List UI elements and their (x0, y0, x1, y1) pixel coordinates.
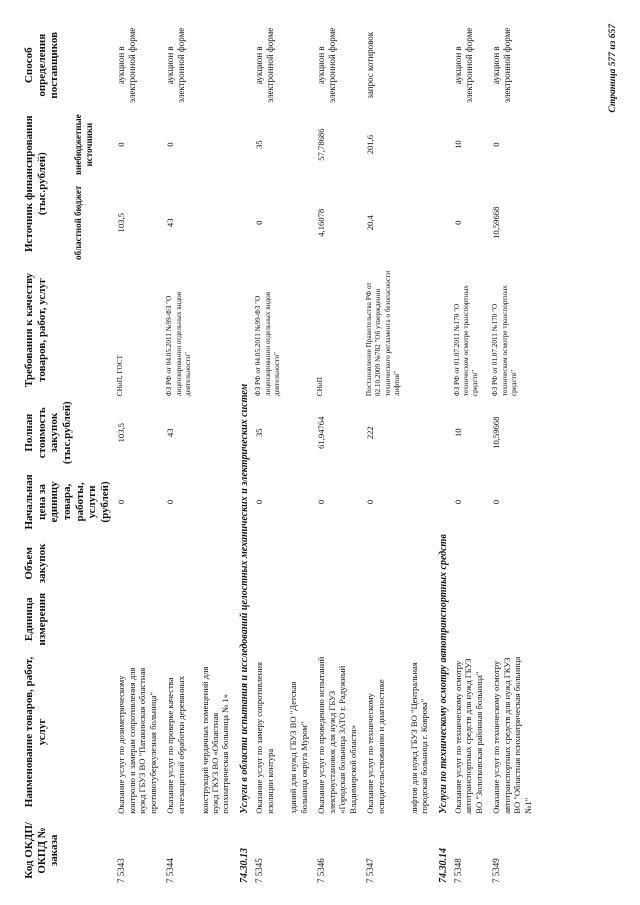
row-requirements: ФЗ РФ от 01.07.2011 №170 "О техническом осмотре транспортных средств" (491, 285, 518, 397)
row-funding-regional: 0 (452, 220, 463, 225)
row-name: Оказание услуг по проверке качества огнезащитной обработки деревянных (165, 676, 186, 814)
table-row (115, 25, 164, 885)
row-method: аукцион в электронной форме (452, 27, 474, 103)
row-total: 10 (452, 428, 463, 438)
row-funding-extra: 35 (254, 140, 265, 149)
row-volume (364, 537, 408, 591)
row-name-continuation: конструкций чердачных помещений для нужд ГКУЗ ВО «Областная психиатрическая больница № 1» (199, 666, 231, 814)
row-unit (253, 590, 288, 648)
row-code: 7 5344 (165, 858, 176, 883)
row-volume (253, 537, 288, 591)
header-requirements: Требования к качеству товаров, работ, услуг (23, 272, 48, 388)
header-unit: Единица измерения (23, 592, 48, 646)
row-method: аукцион в электронной форме (254, 27, 276, 103)
header-total: Полная стоимость закупок (тыс.рублей) (23, 401, 73, 465)
row-unit (315, 590, 364, 648)
header-code: Код ОКДП/ ОКПД № заказа (23, 822, 61, 879)
row-unit (364, 590, 408, 648)
row-code: 7 5346 (316, 858, 327, 883)
header-name: Наименование товаров, работ, услуг (23, 656, 48, 808)
row-funding-extra: 57,78686 (316, 128, 327, 161)
row-price: 0 (116, 499, 127, 505)
row-method: запрос котировок (365, 31, 376, 99)
row-funding-extra: 0 (491, 142, 502, 147)
row-funding-regional: 43 (165, 218, 176, 228)
header-price: Начальная цена за единицу товара, работы, услуги (рублей) (23, 474, 111, 530)
row-total: 61,94764 (316, 416, 327, 449)
row-total: 35 (254, 428, 265, 438)
header-row (22, 25, 73, 885)
section-title: Услуги по техническому осмотру автотранспортных средств (437, 534, 449, 814)
row-price: 0 (491, 499, 502, 505)
row-name: Оказание услуг по проведению испытаний электроустановок для нужд ГБУЗ «Городская больница ЗАТО г. Радужный Владимирской области» (316, 656, 358, 814)
row-name-continuation: лифтов для нужд ГБУЗ ВО "Центральная городская больница г. Коврова" (408, 662, 430, 814)
table-row-continuation (200, 25, 237, 885)
row-method: аукцион в электронной форме (116, 27, 138, 103)
section-title: Услуги в области испытания и исследований целостных механических и электрических систем (238, 383, 250, 814)
header-funding: Источник финансирования (тыс.рублей) (23, 115, 48, 252)
row-funding-regional: 4,16078 (316, 208, 327, 237)
row-volume (452, 537, 490, 591)
row-method: аукцион в электронной форме (491, 27, 513, 103)
row-name: Оказание услуг по замеру сопротивления изоляции контура (254, 662, 275, 814)
row-name: Оказание услуг по дозиметрическому контролю и замерам сопротивления для нужд ГБУЗ ВО "Патакинская областная противотуберкулезная больница" (116, 667, 158, 814)
table-row (253, 25, 288, 885)
row-total: 222 (365, 426, 376, 440)
row-unit (490, 590, 539, 648)
row-funding-regional: 103,5 (116, 213, 127, 233)
row-unit (452, 590, 490, 648)
header-volume: Объем закупок (23, 543, 48, 584)
row-funding-extra: 201,6 (365, 134, 376, 155)
row-price: 0 (165, 499, 176, 505)
row-code: 7 5349 (491, 858, 502, 883)
table-row (164, 25, 199, 885)
table-row (364, 25, 408, 885)
row-requirements: СНиП (316, 377, 325, 397)
table-row (315, 25, 364, 885)
row-code: 7 5348 (452, 858, 463, 883)
row-name: Оказание услуг по техническому осмотру автотранспортных средств для нужд ГКУЗ ВО "Областная психиатрическая больница №1" (491, 656, 533, 814)
row-requirements: СНиП, ГОСТ (116, 355, 125, 397)
row-price: 0 (365, 499, 376, 505)
table-row (452, 25, 490, 885)
row-funding-extra: 0 (165, 142, 176, 147)
row-volume (115, 537, 164, 591)
row-unit (115, 590, 164, 648)
row-total: 10,59668 (491, 416, 502, 449)
row-name-continuation: зданий для нужд ГБУЗ ВО "Детская больница округа Муром" (288, 681, 309, 814)
row-price: 0 (452, 499, 463, 505)
procurement-table (22, 25, 539, 885)
row-code: 7 5347 (365, 858, 376, 883)
section-row (237, 25, 253, 885)
row-requirements: ФЗ РФ от 04.05.2011 №99-ФЗ "О лицензировании отдельных видов деятельности" (165, 291, 193, 397)
row-method: аукцион в электронной форме (165, 27, 187, 103)
row-price: 0 (316, 499, 327, 505)
header-funding-extra: внебюджетные источники (73, 114, 94, 175)
row-volume (490, 537, 539, 591)
row-code: 7 5343 (116, 858, 127, 883)
row-total: 43 (165, 428, 176, 438)
row-funding-extra: 10 (452, 140, 463, 149)
row-requirements: ФЗ РФ от 01.07.2011 №170 "О техническом осмотре транспортных средств" (452, 285, 480, 397)
row-funding-extra: 0 (116, 142, 127, 147)
row-volume (315, 537, 364, 591)
row-funding-regional: 10,59668 (491, 206, 502, 239)
row-price: 0 (254, 499, 265, 505)
row-volume (164, 537, 199, 591)
row-requirements: ФЗ РФ от 04.05.2011 №99-ФЗ "О лицензировании отдельных видов деятельности" (254, 291, 281, 397)
table-row (490, 25, 539, 885)
header-funding-regional: областной бюджет (73, 185, 84, 260)
page-number: Страница 577 из 657 (608, 24, 618, 113)
row-name: Оказание услуг по техническому освидетельствованию и диагностике (365, 679, 386, 814)
row-total: 103,5 (116, 423, 127, 443)
section-code: 74.30.13 (238, 848, 250, 883)
section-row (436, 25, 452, 885)
row-code: 7 5345 (254, 858, 265, 883)
section-code: 74.30.14 (437, 848, 449, 883)
row-method: аукцион в электронной форме (316, 27, 338, 103)
row-name: Оказание услуг по техническому осмотру автотранспортных средств для нужд ГБУЗ ВО "Золотковская районная больница" (452, 658, 484, 814)
row-requirements: Постановление Правительства РФ от 02.10.2009 №782 "Об утверждении технического регламента о безопасности лифтов" (365, 270, 402, 397)
header-method: Способ определения поставщиков (23, 31, 61, 99)
row-funding-regional: 20,4 (365, 215, 376, 231)
row-funding-regional: 0 (254, 220, 265, 225)
row-unit (164, 590, 199, 648)
table-row-continuation (409, 25, 436, 885)
table-row-continuation (288, 25, 315, 885)
